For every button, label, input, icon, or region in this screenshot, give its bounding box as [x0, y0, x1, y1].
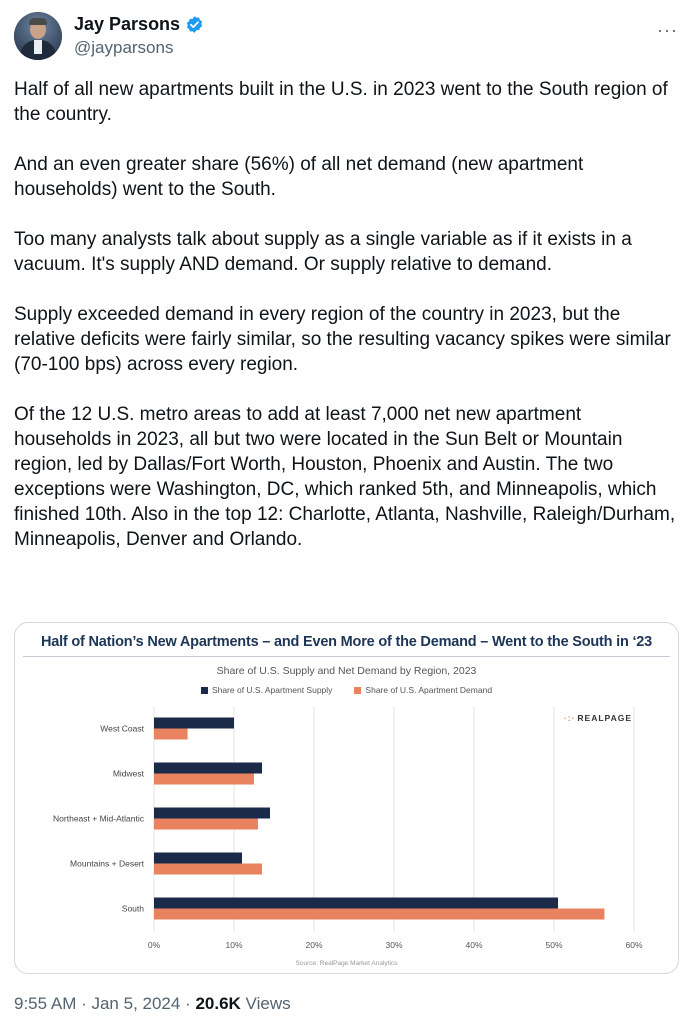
x-tick-label: 50% [545, 940, 563, 950]
chart-source: Source: RealPage Market Analytics [295, 960, 398, 967]
supply-bar [154, 808, 270, 819]
category-label: South [121, 903, 144, 914]
supply-bar [154, 853, 242, 864]
supply-bar [154, 898, 558, 909]
x-tick-label: 40% [465, 940, 483, 950]
views-count: 20.6K [195, 994, 241, 1013]
tweet-footer [14, 994, 291, 1014]
demand-bar [154, 819, 258, 830]
tweet-paragraph: Of the 12 U.S. metro areas to add at least 7,000 net new apartment households in 2023, all but two were located in the Sun Belt or Mountain region, led by Dallas/Fort Worth, Houston, Phoenix and Austin. The two exceptions were Washington, DC, which ranked 5th, and Minneapolis, which finished 10th. Also in the top 12: Charlotte, Atlanta, Nashville, Raleigh/Durham, Minneapolis, Denver and Orlando. [14, 404, 676, 550]
brand-text: REALPAGE [577, 713, 632, 723]
category-label: Northeast + Mid-Atlantic [53, 813, 144, 824]
more-horizontal-icon[interactable]: ··· [657, 20, 678, 40]
chart-subtitle: Share of U.S. Supply and Net Demand by Region, 2023 [216, 665, 477, 677]
x-tick-label: 30% [385, 940, 403, 950]
tweet-paragraph: Supply exceeded demand in every region of the country in 2023, but the relative deficits were fairly similar, so the resulting vacancy spikes were similar (70-100 bps) across every region. [14, 304, 671, 375]
supply-bar [154, 763, 262, 774]
x-tick-label: 10% [225, 940, 243, 950]
tweet-paragraph: And an even greater share (56%) of all net demand (new apartment households) went to the South. [14, 154, 584, 200]
tweet-header [14, 12, 682, 62]
demand-bar [154, 729, 188, 740]
x-tick-label: 0% [147, 940, 161, 950]
timestamp[interactable]: 9:55 AM · Jan 5, 2024 · [14, 994, 196, 1013]
legend-label-demand: Share of U.S. Apartment Demand [365, 685, 493, 695]
author-name[interactable]: Jay Parsons [74, 14, 181, 34]
legend-label-supply: Share of U.S. Apartment Supply [211, 685, 333, 695]
supply-bar [154, 718, 234, 729]
demand-bar [154, 909, 604, 920]
bar-chart-plot [15, 623, 678, 973]
tweet-text [14, 77, 682, 577]
avatar[interactable] [14, 12, 62, 60]
views-label: Views [240, 994, 291, 1013]
tweet-paragraph: Too many analysts talk about supply as a single variable as if it exists in a vacuum. It's supply AND demand. Or supply relative to demand. [14, 229, 632, 275]
author-handle[interactable]: @jayparsons [74, 38, 174, 57]
x-tick-label: 20% [305, 940, 323, 950]
category-label: West Coast [100, 723, 144, 734]
x-tick-label: 60% [625, 940, 643, 950]
chart-title: Half of Nation’s New Apartments – and Even More of the Demand – Went to the South in ‘23 [40, 634, 653, 650]
verified-badge-icon [185, 15, 204, 34]
demand-bar [154, 864, 262, 875]
category-label: Mountains + Desert [70, 858, 144, 869]
category-label: Midwest [112, 768, 144, 779]
tweet-paragraph: Half of all new apartments built in the U.S. in 2023 went to the South region of the country. [14, 79, 668, 125]
realpage-logo: ·:· REALPAGE [563, 713, 632, 723]
chart-image[interactable] [14, 622, 679, 974]
demand-bar [154, 774, 254, 785]
author-name-row [74, 14, 204, 35]
